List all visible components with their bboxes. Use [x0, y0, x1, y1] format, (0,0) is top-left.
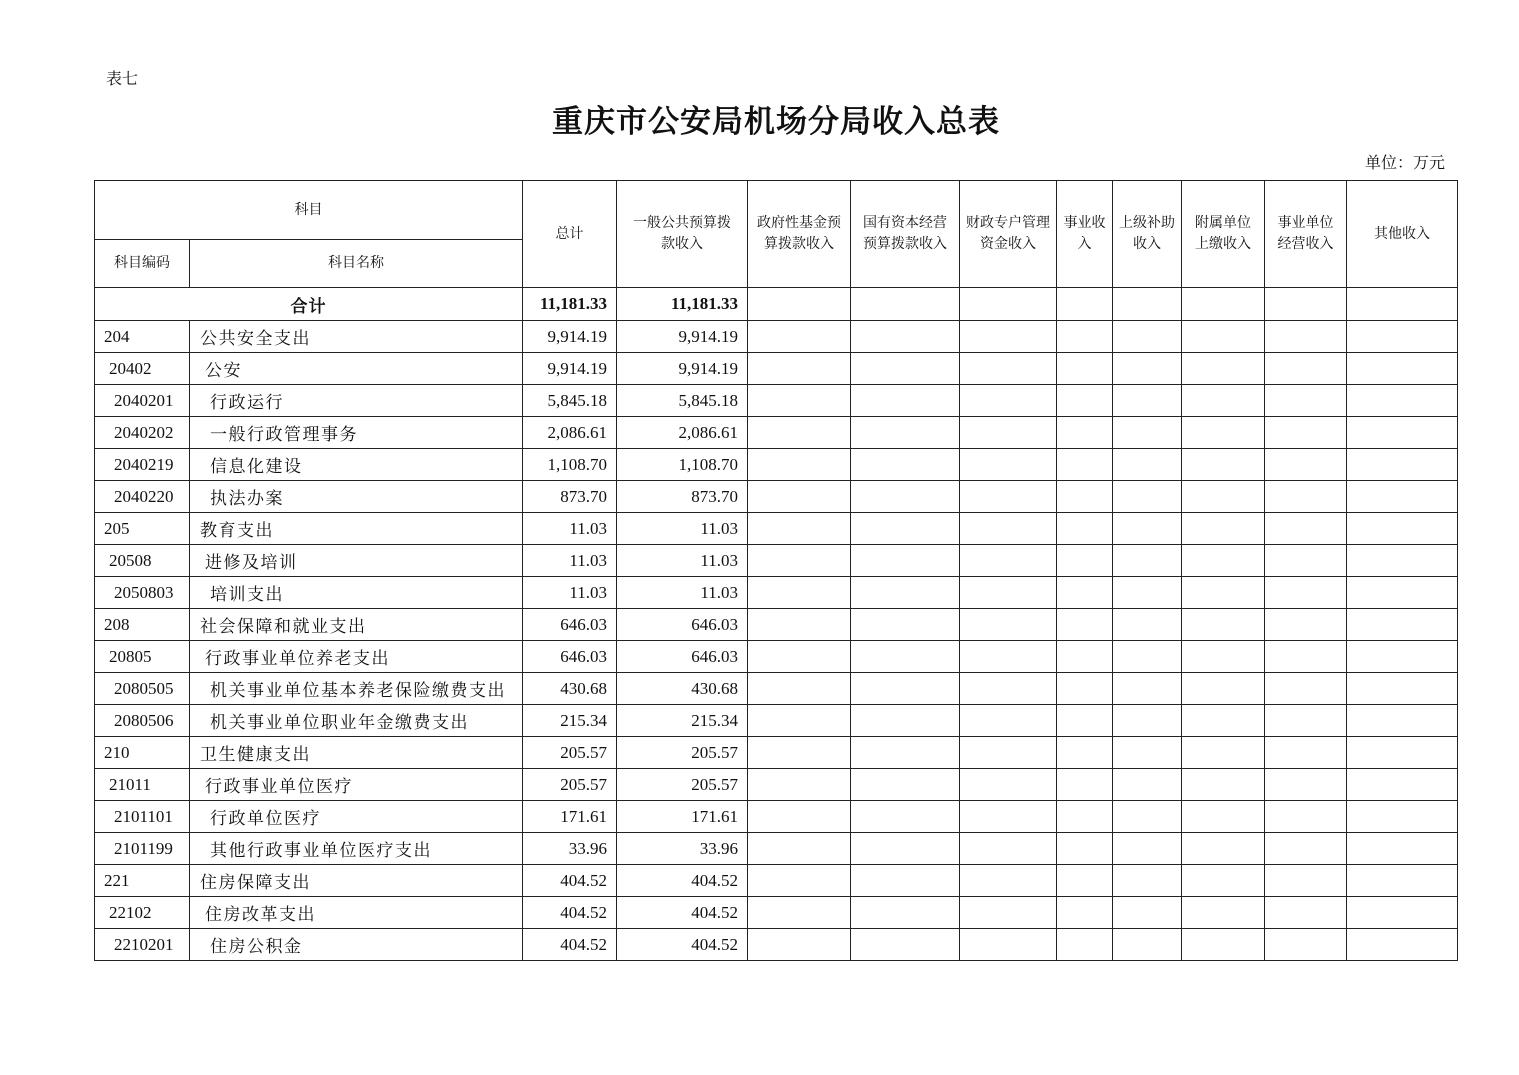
empty-cell: [1347, 577, 1458, 609]
subject-name: 执法办案: [190, 481, 523, 513]
table-row: [95, 833, 1458, 865]
empty-cell: [1113, 641, 1182, 673]
header-fiscal-special: 财政专户管理资金收入: [960, 181, 1057, 288]
empty-cell: [1057, 417, 1113, 449]
empty-cell: [1347, 385, 1458, 417]
row-general-budget: 171.61: [617, 801, 748, 833]
empty-cell: [748, 321, 851, 353]
subject-name: 进修及培训: [190, 545, 523, 577]
empty-cell: [851, 417, 960, 449]
row-general-budget: 646.03: [617, 641, 748, 673]
empty-cell: [1265, 609, 1347, 641]
row-general-budget: 11.03: [617, 577, 748, 609]
empty-cell: [1182, 897, 1265, 929]
empty-cell: [1182, 481, 1265, 513]
subject-name: 公安: [190, 353, 523, 385]
empty-cell: [1347, 417, 1458, 449]
subject-name: 行政单位医疗: [190, 801, 523, 833]
empty-cell: [960, 641, 1057, 673]
empty-cell: [1265, 321, 1347, 353]
empty-cell: [1113, 673, 1182, 705]
empty-cell: [1182, 833, 1265, 865]
income-table: [94, 180, 1458, 961]
empty-cell: [1265, 769, 1347, 801]
empty-cell: [851, 833, 960, 865]
empty-cell: [748, 545, 851, 577]
header-general-budget: 一般公共预算拨款收入: [617, 181, 748, 288]
empty-cell: [960, 769, 1057, 801]
empty-cell: [748, 513, 851, 545]
empty-cell: [1057, 673, 1113, 705]
empty-cell: [851, 865, 960, 897]
row-general-budget: 11.03: [617, 513, 748, 545]
subject-code: 2080506: [95, 705, 190, 737]
row-total: 404.52: [523, 865, 617, 897]
empty-cell: [1265, 641, 1347, 673]
empty-cell: [851, 545, 960, 577]
empty-cell: [960, 545, 1057, 577]
empty-cell: [1113, 513, 1182, 545]
empty-cell: [851, 641, 960, 673]
empty-cell: [960, 577, 1057, 609]
table-row: [95, 801, 1458, 833]
empty-cell: [1182, 577, 1265, 609]
table-row: [95, 737, 1458, 769]
empty-cell: [960, 929, 1057, 961]
row-total: 646.03: [523, 641, 617, 673]
empty-cell: [1347, 769, 1458, 801]
empty-cell: [748, 673, 851, 705]
subject-code: 2080505: [95, 673, 190, 705]
table-row: [95, 673, 1458, 705]
empty-cell: [960, 321, 1057, 353]
empty-cell: [851, 513, 960, 545]
table-row: [95, 321, 1458, 353]
table-row: [95, 641, 1458, 673]
empty-cell: [1113, 705, 1182, 737]
empty-cell: [960, 705, 1057, 737]
subject-code: 2040219: [95, 449, 190, 481]
row-total: 404.52: [523, 929, 617, 961]
empty-cell: [748, 417, 851, 449]
empty-cell: [960, 385, 1057, 417]
empty-cell: [1347, 321, 1458, 353]
empty-cell: [748, 385, 851, 417]
empty-cell: [1347, 609, 1458, 641]
header-subject: 科目: [95, 181, 523, 240]
empty-cell: [748, 801, 851, 833]
empty-cell: [1182, 321, 1265, 353]
empty-cell: [748, 609, 851, 641]
empty-cell: [1347, 513, 1458, 545]
empty-cell: [851, 673, 960, 705]
total-row: [95, 288, 1458, 321]
total-amount: 11,181.33: [523, 288, 617, 321]
subject-name: 机关事业单位职业年金缴费支出: [190, 705, 523, 737]
empty-cell: [1057, 833, 1113, 865]
subject-code: 2101199: [95, 833, 190, 865]
empty-cell: [1057, 897, 1113, 929]
empty-cell: [748, 865, 851, 897]
empty-cell: [960, 417, 1057, 449]
table-row: [95, 385, 1458, 417]
row-total: 205.57: [523, 737, 617, 769]
empty-cell: [1057, 929, 1113, 961]
empty-cell: [1057, 385, 1113, 417]
subject-name: 卫生健康支出: [190, 737, 523, 769]
subject-code: 20402: [95, 353, 190, 385]
table-row: [95, 577, 1458, 609]
empty-cell: [851, 737, 960, 769]
empty-cell: [1182, 385, 1265, 417]
header-gov-fund: 政府性基金预算拨款收入: [748, 181, 851, 288]
subject-name: 一般行政管理事务: [190, 417, 523, 449]
empty-cell: [1265, 929, 1347, 961]
subject-name: 住房改革支出: [190, 897, 523, 929]
empty-cell: [1057, 769, 1113, 801]
row-general-budget: 646.03: [617, 609, 748, 641]
empty-cell: [1182, 769, 1265, 801]
header-subject-code: 科目编码: [95, 240, 190, 288]
empty-cell: [960, 673, 1057, 705]
empty-cell: [851, 385, 960, 417]
empty-cell: [1182, 865, 1265, 897]
empty-cell: [1265, 385, 1347, 417]
empty-cell: [1057, 737, 1113, 769]
empty-cell: [1057, 865, 1113, 897]
empty-cell: [1265, 705, 1347, 737]
empty-cell: [1347, 737, 1458, 769]
empty-cell: [748, 481, 851, 513]
empty-cell: [1265, 577, 1347, 609]
empty-cell: [1265, 801, 1347, 833]
empty-cell: [1265, 353, 1347, 385]
empty-cell: [1057, 577, 1113, 609]
empty-cell: [1182, 288, 1265, 321]
header-business: 事业收入: [1057, 181, 1113, 288]
row-general-budget: 215.34: [617, 705, 748, 737]
row-general-budget: 430.68: [617, 673, 748, 705]
empty-cell: [960, 513, 1057, 545]
empty-cell: [960, 865, 1057, 897]
empty-cell: [1182, 513, 1265, 545]
subject-name: 公共安全支出: [190, 321, 523, 353]
header-total: 总计: [523, 181, 617, 288]
empty-cell: [960, 353, 1057, 385]
empty-cell: [1057, 609, 1113, 641]
row-total: 215.34: [523, 705, 617, 737]
empty-cell: [1182, 449, 1265, 481]
empty-cell: [851, 288, 960, 321]
header-business-operation: 事业单位经营收入: [1265, 181, 1347, 288]
empty-cell: [1265, 545, 1347, 577]
empty-cell: [1113, 481, 1182, 513]
row-general-budget: 404.52: [617, 929, 748, 961]
empty-cell: [851, 897, 960, 929]
table-row: [95, 545, 1458, 577]
empty-cell: [1182, 705, 1265, 737]
header-other: 其他收入: [1347, 181, 1458, 288]
empty-cell: [748, 577, 851, 609]
empty-cell: [1265, 481, 1347, 513]
empty-cell: [1265, 673, 1347, 705]
subject-code: 20508: [95, 545, 190, 577]
empty-cell: [1265, 513, 1347, 545]
empty-cell: [851, 929, 960, 961]
empty-cell: [960, 833, 1057, 865]
row-total: 205.57: [523, 769, 617, 801]
empty-cell: [1347, 897, 1458, 929]
empty-cell: [1057, 353, 1113, 385]
header-subject-name: 科目名称: [190, 240, 523, 288]
row-total: 11.03: [523, 577, 617, 609]
empty-cell: [851, 481, 960, 513]
empty-cell: [1347, 929, 1458, 961]
empty-cell: [1182, 417, 1265, 449]
subject-code: 20805: [95, 641, 190, 673]
total-general-budget: 11,181.33: [617, 288, 748, 321]
header-affiliate: 附属单位上缴收入: [1182, 181, 1265, 288]
empty-cell: [1347, 353, 1458, 385]
empty-cell: [1265, 417, 1347, 449]
empty-cell: [748, 737, 851, 769]
table-row: [95, 353, 1458, 385]
empty-cell: [960, 801, 1057, 833]
document-title: 重庆市公安局机场分局收入总表: [552, 104, 1000, 140]
subject-name: 住房公积金: [190, 929, 523, 961]
row-general-budget: 205.57: [617, 769, 748, 801]
empty-cell: [748, 929, 851, 961]
subject-name: 信息化建设: [190, 449, 523, 481]
empty-cell: [1347, 449, 1458, 481]
empty-cell: [1347, 545, 1458, 577]
empty-cell: [1113, 609, 1182, 641]
subject-name: 其他行政事业单位医疗支出: [190, 833, 523, 865]
subject-code: 210: [95, 737, 190, 769]
empty-cell: [1057, 288, 1113, 321]
empty-cell: [1057, 705, 1113, 737]
row-total: 9,914.19: [523, 321, 617, 353]
empty-cell: [748, 769, 851, 801]
row-total: 873.70: [523, 481, 617, 513]
subject-name: 机关事业单位基本养老保险缴费支出: [190, 673, 523, 705]
empty-cell: [1182, 801, 1265, 833]
empty-cell: [1265, 897, 1347, 929]
empty-cell: [960, 288, 1057, 321]
subject-code: 21011: [95, 769, 190, 801]
empty-cell: [1347, 288, 1458, 321]
empty-cell: [1113, 321, 1182, 353]
empty-cell: [1057, 641, 1113, 673]
empty-cell: [1113, 801, 1182, 833]
empty-cell: [1113, 577, 1182, 609]
empty-cell: [1113, 288, 1182, 321]
row-total: 1,108.70: [523, 449, 617, 481]
row-general-budget: 11.03: [617, 545, 748, 577]
empty-cell: [1113, 545, 1182, 577]
table-row: [95, 929, 1458, 961]
empty-cell: [1057, 449, 1113, 481]
unit-label: 单位：万元: [1364, 153, 1445, 172]
row-total: 2,086.61: [523, 417, 617, 449]
row-general-budget: 5,845.18: [617, 385, 748, 417]
empty-cell: [1113, 417, 1182, 449]
empty-cell: [1113, 737, 1182, 769]
row-total: 5,845.18: [523, 385, 617, 417]
empty-cell: [1182, 545, 1265, 577]
empty-cell: [1113, 769, 1182, 801]
empty-cell: [1347, 865, 1458, 897]
empty-cell: [1182, 353, 1265, 385]
subject-code: 22102: [95, 897, 190, 929]
empty-cell: [748, 705, 851, 737]
empty-cell: [1182, 737, 1265, 769]
empty-cell: [1265, 288, 1347, 321]
row-total: 11.03: [523, 545, 617, 577]
row-general-budget: 9,914.19: [617, 321, 748, 353]
table-row: [95, 417, 1458, 449]
empty-cell: [1113, 865, 1182, 897]
empty-cell: [1113, 385, 1182, 417]
row-general-budget: 1,108.70: [617, 449, 748, 481]
empty-cell: [1057, 545, 1113, 577]
header-superior-subsidy: 上级补助收入: [1113, 181, 1182, 288]
row-total: 11.03: [523, 513, 617, 545]
empty-cell: [960, 897, 1057, 929]
row-total: 33.96: [523, 833, 617, 865]
empty-cell: [1347, 641, 1458, 673]
subject-code: 2040220: [95, 481, 190, 513]
empty-cell: [748, 641, 851, 673]
row-total: 430.68: [523, 673, 617, 705]
row-general-budget: 9,914.19: [617, 353, 748, 385]
table-row: [95, 705, 1458, 737]
row-general-budget: 873.70: [617, 481, 748, 513]
empty-cell: [1113, 897, 1182, 929]
empty-cell: [1057, 481, 1113, 513]
table-row: [95, 769, 1458, 801]
empty-cell: [1347, 833, 1458, 865]
subject-code: 204: [95, 321, 190, 353]
row-general-budget: 33.96: [617, 833, 748, 865]
empty-cell: [1182, 609, 1265, 641]
empty-cell: [851, 705, 960, 737]
empty-cell: [1182, 641, 1265, 673]
header-state-capital: 国有资本经营预算拨款收入: [851, 181, 960, 288]
empty-cell: [851, 769, 960, 801]
empty-cell: [1182, 673, 1265, 705]
subject-code: 2210201: [95, 929, 190, 961]
empty-cell: [1347, 705, 1458, 737]
subject-name: 培训支出: [190, 577, 523, 609]
table-row: [95, 449, 1458, 481]
empty-cell: [1057, 513, 1113, 545]
row-total: 404.52: [523, 897, 617, 929]
empty-cell: [960, 737, 1057, 769]
empty-cell: [1347, 481, 1458, 513]
subject-code: 2050803: [95, 577, 190, 609]
empty-cell: [1265, 737, 1347, 769]
empty-cell: [851, 577, 960, 609]
empty-cell: [1113, 353, 1182, 385]
subject-code: 221: [95, 865, 190, 897]
row-total: 171.61: [523, 801, 617, 833]
empty-cell: [851, 609, 960, 641]
empty-cell: [748, 288, 851, 321]
empty-cell: [748, 897, 851, 929]
table-row: [95, 897, 1458, 929]
empty-cell: [1265, 865, 1347, 897]
empty-cell: [748, 833, 851, 865]
empty-cell: [960, 481, 1057, 513]
empty-cell: [1057, 801, 1113, 833]
empty-cell: [1057, 321, 1113, 353]
row-total: 9,914.19: [523, 353, 617, 385]
empty-cell: [960, 449, 1057, 481]
subject-name: 住房保障支出: [190, 865, 523, 897]
row-general-budget: 2,086.61: [617, 417, 748, 449]
empty-cell: [1265, 449, 1347, 481]
subject-code: 2101101: [95, 801, 190, 833]
row-general-budget: 404.52: [617, 865, 748, 897]
empty-cell: [1113, 449, 1182, 481]
table-row: [95, 513, 1458, 545]
empty-cell: [748, 353, 851, 385]
empty-cell: [851, 449, 960, 481]
row-general-budget: 404.52: [617, 897, 748, 929]
empty-cell: [960, 609, 1057, 641]
empty-cell: [851, 353, 960, 385]
empty-cell: [1347, 801, 1458, 833]
subject-name: 行政事业单位医疗: [190, 769, 523, 801]
subject-name: 社会保障和就业支出: [190, 609, 523, 641]
subject-code: 208: [95, 609, 190, 641]
table-number: 表七: [106, 69, 139, 88]
table-row: [95, 865, 1458, 897]
subject-code: 2040201: [95, 385, 190, 417]
subject-code: 205: [95, 513, 190, 545]
empty-cell: [1347, 673, 1458, 705]
table-row: [95, 481, 1458, 513]
empty-cell: [1113, 833, 1182, 865]
row-general-budget: 205.57: [617, 737, 748, 769]
subject-name: 行政运行: [190, 385, 523, 417]
empty-cell: [1182, 929, 1265, 961]
row-total: 646.03: [523, 609, 617, 641]
table-row: [95, 609, 1458, 641]
empty-cell: [1113, 929, 1182, 961]
subject-name: 行政事业单位养老支出: [190, 641, 523, 673]
empty-cell: [851, 321, 960, 353]
empty-cell: [748, 449, 851, 481]
total-label: 合计: [95, 288, 523, 321]
empty-cell: [1265, 833, 1347, 865]
empty-cell: [851, 801, 960, 833]
subject-code: 2040202: [95, 417, 190, 449]
subject-name: 教育支出: [190, 513, 523, 545]
